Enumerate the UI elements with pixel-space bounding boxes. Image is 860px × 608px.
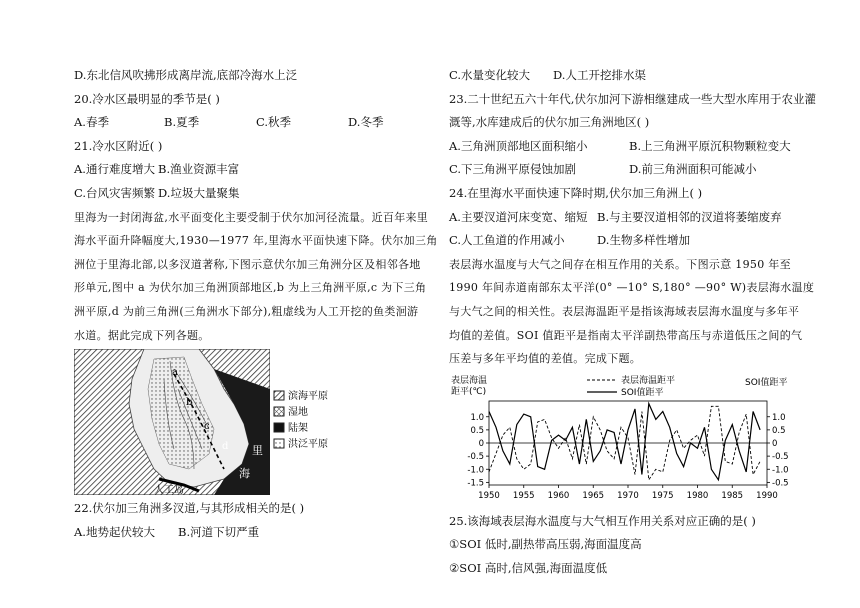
legend-coastal-plain: 滨海平原 <box>288 391 328 403</box>
right-tick-label: 0.5 <box>772 425 786 436</box>
x-tick-label: 1975 <box>651 490 674 501</box>
q22-options-cd <box>449 64 809 88</box>
label-a: a <box>172 367 178 379</box>
left-tick-label: 0.5 <box>470 425 484 436</box>
sst-passage <box>449 253 815 371</box>
right-tick-label: -0.5 <box>772 451 789 462</box>
passage-line: 水道。据此完成下列各题。 <box>74 328 210 342</box>
passage-line: 表层海水温度与大气之间存在相互作用的关系。下图示意 1950 年至 <box>449 257 791 271</box>
q21-option-c[interactable]: C.台风灾害频繁 <box>74 185 156 200</box>
label-li: 里 <box>252 444 263 458</box>
q20-option-b[interactable]: B.夏季 <box>164 115 200 130</box>
q21-stem: 21.冷水区附近( ) <box>74 138 163 153</box>
right-axis-label: SOI值距平 <box>745 377 788 388</box>
label-b: b <box>186 397 193 409</box>
x-tick-label: 1950 <box>478 490 500 501</box>
passage-line: 洲位于里海北部,以多汊道著称,下图示意伏尔加三角洲分区及相邻各地 <box>74 257 421 271</box>
legend-soi: SOI值距平 <box>621 387 664 398</box>
passage-line: 均值的差值。SOI 值距平是指南太平洋副热带高压与赤道低压之间的气 <box>449 328 803 342</box>
q23-option-d[interactable]: D.前三角洲面积可能减小 <box>629 162 757 177</box>
q23-stem-line1: 23.二十世纪五六十年代,伏尔加河下游相继建成一些大型水库用于农业灌 <box>449 91 816 106</box>
q25-option-1[interactable]: ①SOI 低时,副热带高压弱,海面温度高 <box>449 537 642 552</box>
plot-area <box>467 401 788 501</box>
q23-stem-line2: 溉等,水库建成后的伏尔加三角洲地区( ) <box>449 115 650 130</box>
q25-stem: 25.该海域表层海水温度与大气相互作用关系对应正确的是( ) <box>449 513 756 528</box>
label-sea: 海 <box>239 467 250 481</box>
q23-option-b[interactable]: B.上三角洲平原沉积物颗粒变大 <box>629 138 791 153</box>
left-axis-label-2: 距平(℃) <box>451 386 487 397</box>
left-tick-label: 0 <box>478 438 484 449</box>
x-tick-label: 1960 <box>547 490 570 501</box>
chart-legend <box>587 374 675 398</box>
left-axis-label-1: 表层海温 <box>451 375 488 386</box>
q20-options <box>74 111 434 135</box>
q22-option-a[interactable]: A.地势起伏较大 <box>74 524 155 539</box>
passage-line: 里海为一封闭海盆,水平面变化主要受制于伏尔加河径流量。近百年来里 <box>74 210 429 224</box>
right-tick-label: -0.5 <box>772 478 789 489</box>
right-tick-label: 1.0 <box>772 412 786 423</box>
q19-option-d: D.东北信风吹拂形成离岸流,底部冷海水上泛 <box>74 68 298 82</box>
q21-options-ab <box>74 158 434 182</box>
label-c: c <box>204 421 210 433</box>
x-tick-label: 1955 <box>512 490 535 501</box>
q21-options-cd <box>74 182 434 206</box>
right-tick-label: -1.0 <box>772 464 789 475</box>
passage-line: 海水平面升降幅度大,1930—1977 年,里海水平面快速下降。伏尔加三角 <box>74 234 438 248</box>
q24-option-d[interactable]: D.生物多样性增加 <box>597 233 690 248</box>
q21-option-a[interactable]: A.通行难度增大 <box>74 162 155 177</box>
q22-option-b[interactable]: B.河道下切严重 <box>178 524 260 539</box>
legend-shelf: 陆架 <box>288 423 308 435</box>
passage-line: 与大气之间的相关性。表层海温距平是指该海域表层海水温度与多年平 <box>449 304 800 318</box>
sst-soi-chart <box>449 373 809 508</box>
label-island: 人工岛 <box>154 485 184 496</box>
q21-option-d[interactable]: D.垃圾大量聚集 <box>158 185 240 200</box>
q24-options-cd <box>449 229 809 253</box>
q20-option-d[interactable]: D.冬季 <box>348 115 384 130</box>
q23-options-cd <box>449 158 809 182</box>
x-tick-label: 1985 <box>721 490 744 501</box>
left-tick-label: -1.0 <box>467 464 484 475</box>
q20-option-a[interactable]: A.春季 <box>74 115 109 130</box>
legend-wetland: 湿地 <box>288 407 308 419</box>
left-column <box>74 64 438 544</box>
q25-option-2[interactable]: ②SOI 高时,信风强,海面温度低 <box>449 560 608 575</box>
volga-passage <box>74 206 438 348</box>
q23-option-c[interactable]: C.下三角洲平原侵蚀加剧 <box>449 162 577 177</box>
q24-option-b[interactable]: B.与主要汊道相邻的汊道将萎缩废弃 <box>597 209 782 224</box>
q20-stem: 20.冷水区最明显的季节是( ) <box>74 91 220 106</box>
x-tick-label: 1965 <box>582 490 605 501</box>
q24-option-c[interactable]: C.人工鱼道的作用减小 <box>449 233 565 248</box>
x-tick-label: 1980 <box>686 490 709 501</box>
q22-option-d[interactable]: D.人工开挖排水渠 <box>553 68 646 82</box>
right-tick-label: 0 <box>772 438 778 449</box>
q21-option-b[interactable]: B.渔业资源丰富 <box>158 162 240 177</box>
x-tick-label: 1990 <box>756 490 778 501</box>
map-svg <box>74 349 344 495</box>
q24-stem: 24.在里海水平面快速下降时期,伏尔加三角洲上( ) <box>449 185 703 200</box>
left-tick-label: -0.5 <box>467 451 484 462</box>
left-tick-label: 1.0 <box>470 412 484 423</box>
q22-stem: 22.伏尔加三角洲多汊道,与其形成相关的是( ) <box>74 501 305 516</box>
passage-line: 洲平原,d 为前三角洲(三角洲水下部分),粗虚线为人工开挖的鱼类洄游 <box>74 304 419 318</box>
left-tick-label: -1.5 <box>467 478 484 489</box>
passage-line: 形单元,图中 a 为伏尔加三角洲顶部地区,b 为上三角洲平原,c 为下三角 <box>74 281 427 295</box>
passage-line: 1990 年间赤道南部东太平洋(0° —10° S,180° —90° W)表层海水温度 <box>449 281 815 295</box>
label-d: d <box>222 441 229 453</box>
passage-line: 压差与多年平均值的差值。完成下题。 <box>449 352 642 366</box>
q23-options-ab <box>449 135 809 159</box>
q24-option-a[interactable]: A.主要汊道河床变宽、缩短 <box>449 209 588 224</box>
q24-options-ab <box>449 206 809 230</box>
q20-option-c[interactable]: C.秋季 <box>256 115 292 130</box>
q22-option-c[interactable]: C.水量变化较大 <box>449 68 531 82</box>
legend-sst: 表层海温距平 <box>621 375 676 386</box>
volga-delta-map <box>74 349 344 495</box>
x-tick-label: 1970 <box>617 490 639 501</box>
q22-options-ab <box>74 521 434 545</box>
q23-option-a[interactable]: A.三角洲顶部地区面积缩小 <box>449 138 588 153</box>
right-column <box>449 64 816 581</box>
chart-svg <box>449 373 809 508</box>
legend-floodplain: 洪泛平原 <box>288 439 328 451</box>
